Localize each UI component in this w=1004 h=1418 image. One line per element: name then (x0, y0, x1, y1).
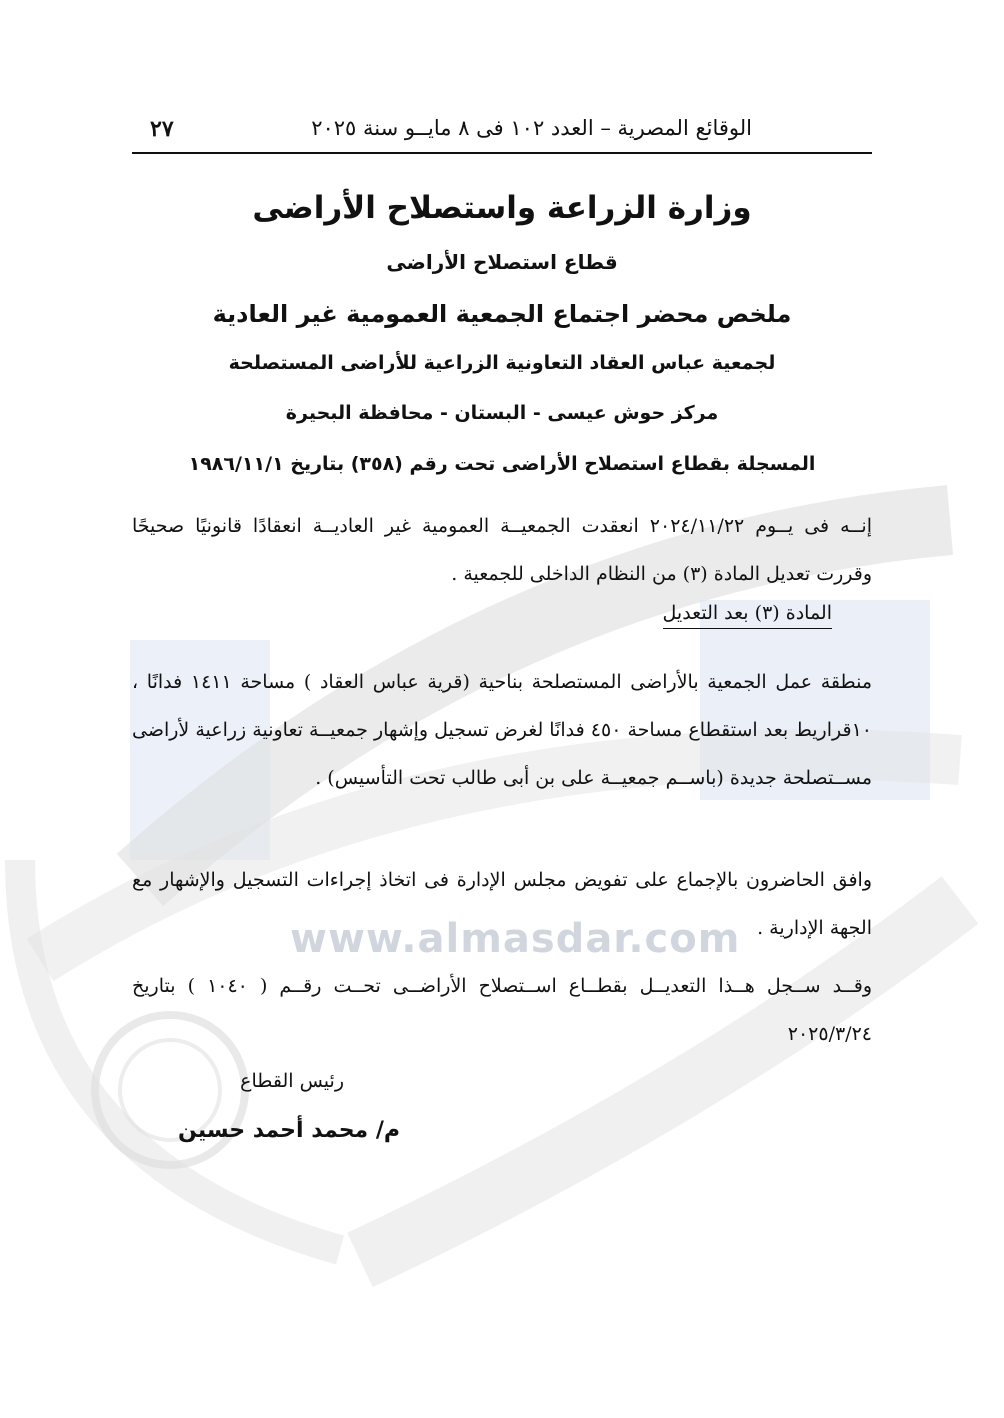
paragraph-approval: وافق الحاضرون بالإجماع على تفويض مجلس الإدارة فى اتخاذ إجراءات التسجيل والإشهار مع الجهة الإدارية . (132, 869, 872, 939)
ministry-title: وزارة الزراعة واستصلاح الأراضى (252, 190, 752, 226)
summary-title: ملخص محضر اجتماع الجمعية العمومية غير العادية (212, 300, 792, 328)
article-heading: المادة (٣) بعد التعديل (663, 602, 832, 629)
page-number: ٢٧ (150, 116, 174, 142)
center-title: مركز حوش عيسى - البستان - محافظة البحيرة (285, 402, 719, 424)
watermark-site-text: www.almasdar.com (290, 916, 741, 962)
registration-line: المسجلة بقطاع استصلاح الأراضى تحت رقم (٣٥٨) بتاريخ ١٩٨٦/١١/١ (188, 453, 816, 475)
paragraph-meeting: إنــه فى يــوم ٢٠٢٤/١١/٢٢ انعقدت الجمعيــة العمومية غير العاديــة انعقادًا قانونيًا صحيحًا وقررت تعديل المادة (٣) من النظام الداخلى للجمعية . (132, 515, 872, 585)
paragraph-article-text: منطقة عمل الجمعية بالأراضى المستصلحة بناحية (قرية عباس العقاد ) مساحة ١٤١١ فدانًا ، ١٠قراريط بعد استقطاع مساحة ٤٥٠ فدانًا لغرض تسجيل وإشهار جمعيــة تعاونية زراعية لأراضى مســتصلحة جديدة (باســم جمعيــة على بن أبى طالب تحت التأسيس) . (132, 671, 872, 789)
paragraph-registration: وقــد ســجل هــذا التعديــل بقطــاع اســتصلاح الأراضــى تحــت رقــم ( ١٠٤٠ ) بتاريخ ٢٠٢٥/٣/٢٤ (132, 975, 872, 1045)
running-title: الوقائع المصرية – العدد ١٠٢ فى ٨ مايــو سنة ٢٠٢٥ (311, 116, 752, 140)
signatory-name: م/ محمد أحمد حسين (178, 1118, 400, 1143)
signatory-title: رئيس القطاع (240, 1070, 344, 1092)
running-header (132, 112, 872, 154)
sector-title: قطاع استصلاح الأراضى (386, 250, 618, 274)
association-title: لجمعية عباس العقاد التعاونية الزراعية للأراضى المستصلحة (228, 352, 776, 374)
